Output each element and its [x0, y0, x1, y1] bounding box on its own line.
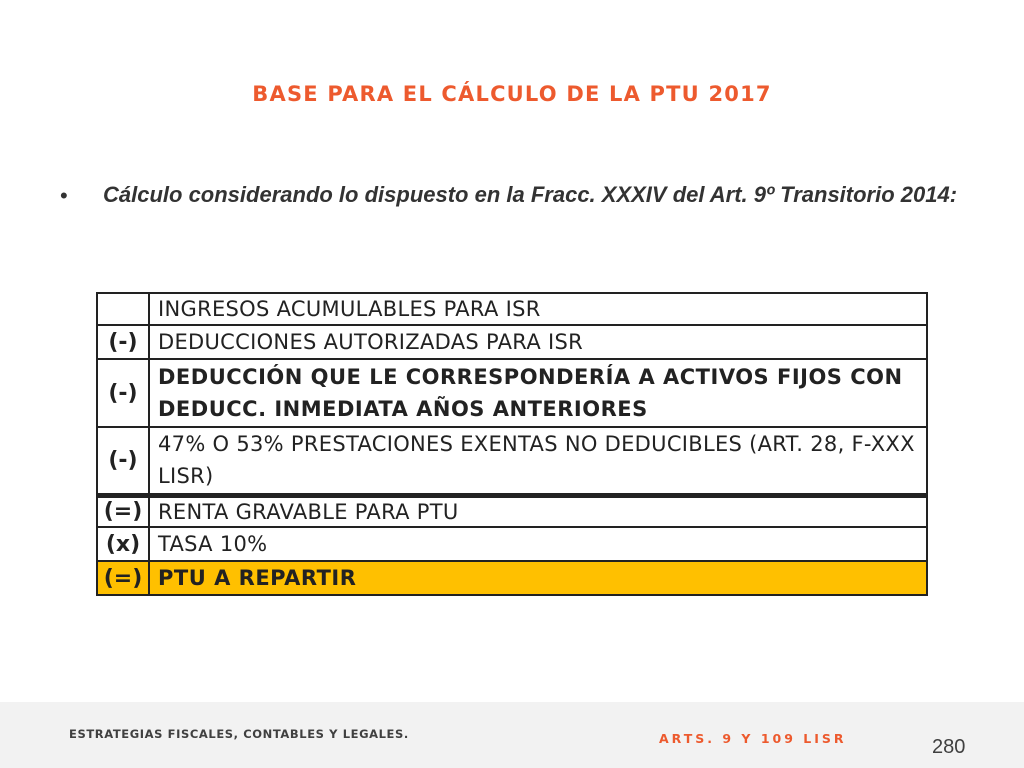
- row-description: DEDUCCIONES AUTORIZADAS PARA ISR: [149, 325, 927, 359]
- bullet-text: Cálculo considerando lo dispuesto en la Fracc. XXXIV del Art. 9º Transitorio 2014:: [103, 182, 958, 207]
- row-operator: (x): [97, 527, 149, 561]
- table-row-highlighted: [97, 561, 927, 595]
- row-operator: (-): [97, 427, 149, 495]
- row-operator: (-): [97, 325, 149, 359]
- row-description: INGRESOS ACUMULABLES PARA ISR: [149, 293, 927, 325]
- row-operator: [97, 293, 149, 325]
- footer-reference: ARTS. 9 Y 109 LISR: [659, 731, 847, 746]
- row-operator: (-): [97, 359, 149, 427]
- row-description: DEDUCCIÓN QUE LE CORRESPONDERÍA A ACTIVOS FIJOS CON DEDUCC. INMEDIATA AÑOS ANTERIORES: [149, 359, 927, 427]
- table-row: [97, 325, 927, 359]
- table-row: [97, 427, 927, 495]
- row-operator: (=): [97, 561, 149, 595]
- footer-bar: [0, 702, 1024, 768]
- slide-title: BASE PARA EL CÁLCULO DE LA PTU 2017: [252, 82, 772, 106]
- table-row: [97, 495, 927, 527]
- row-operator: (=): [97, 495, 149, 527]
- row-description: RENTA GRAVABLE PARA PTU: [149, 495, 927, 527]
- table-row: [97, 293, 927, 325]
- page-number: 280: [932, 736, 966, 758]
- bullet-dot-icon: •: [60, 183, 68, 208]
- row-description: 47% O 53% PRESTACIONES EXENTAS NO DEDUCIBLES (ART. 28, F-XXX LISR): [149, 427, 927, 495]
- row-description: TASA 10%: [149, 527, 927, 561]
- table-row: [97, 359, 927, 427]
- row-description: PTU A REPARTIR: [149, 561, 927, 595]
- table-row: [97, 527, 927, 561]
- ptu-calculation-table: [96, 292, 928, 596]
- footer-organization: ESTRATEGIAS FISCALES, CONTABLES Y LEGALES.: [69, 727, 409, 741]
